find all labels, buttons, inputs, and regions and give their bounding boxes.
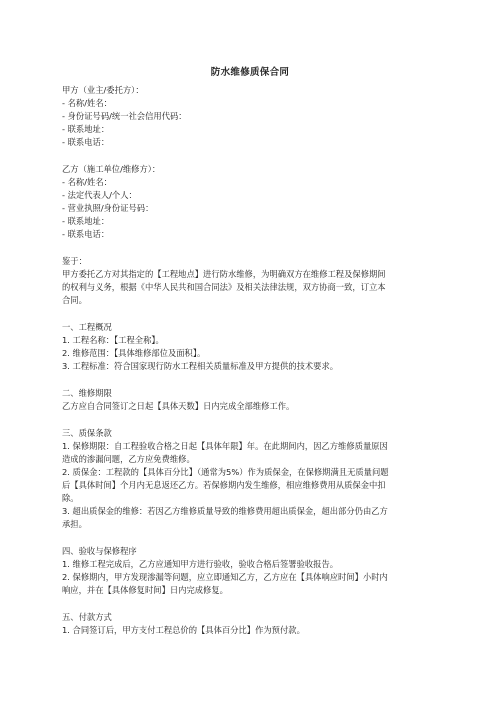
party-b-field-address: - 联系地址：: [62, 216, 110, 226]
clause-line: 1. 保修期限：自工程验收合格之日起【具体年限】年。在此期间内，因乙方维修质量原因: [62, 441, 388, 451]
clause-line: 2. 维修范围：【具体维修部位及面积】。: [62, 348, 206, 358]
preamble-line: 的权利与义务，根据《中华人民共和国合同法》及相关法律法规，双方协商一致，订立本: [62, 282, 386, 292]
party-b-field-name: - 名称/姓名：: [62, 177, 112, 187]
party-b-heading: 乙方（施工单位/维修方）：: [62, 164, 161, 174]
clause-line: 2. 质保金：工程款的【具体百分比】（通常为5%）作为质保金，在保修期满且无质量问题: [62, 467, 389, 477]
party-a-field-id: - 身份证号码/统一社会信用代码：: [62, 111, 187, 121]
preamble-heading: 鉴于：: [62, 256, 87, 266]
party-b-field-representative: - 法定代表人/个人：: [62, 190, 137, 200]
clause-line: 3. 工程标准：符合国家现行防水工程相关质量标准及甲方提供的技术要求。: [62, 361, 339, 371]
clause-line: 1. 工程名称：【工程全称】。: [62, 335, 164, 345]
section-heading: 一、工程概况: [62, 322, 112, 332]
clause-line: 响应，并在【具体修复时间】日内完成修复。: [62, 585, 228, 595]
clause-line: 2. 保修期内，甲方发现渗漏等问题，应立即通知乙方，乙方应在【具体响应时间】小时内: [62, 572, 388, 582]
preamble-line: 甲方委托乙方对其指定的【工程地点】进行防水维修，为明确双方在维修工程及保修期间: [62, 269, 386, 279]
section-heading: 四、验收与保修程序: [62, 546, 137, 556]
clause-line: 1. 合同签订后，甲方支付工程总价的【具体百分比】作为预付款。: [62, 625, 305, 635]
clause-line: 乙方应自合同签订之日起【具体天数】日内完成全部维修工作。: [62, 401, 295, 411]
party-a-field-name: - 名称/姓名：: [62, 98, 112, 108]
party-a-field-address: - 联系地址：: [62, 124, 110, 134]
clause-line: 3. 超出质保金的维修：若因乙方维修质量导致的维修费用超出质保金，超出部分仍由乙方: [62, 506, 388, 516]
party-b-field-license: - 营业执照/身份证号码：: [62, 203, 154, 213]
section-heading: 三、质保条款: [62, 428, 112, 438]
section-heading: 五、付款方式: [62, 612, 112, 622]
party-a-field-phone: - 联系电话：: [62, 137, 110, 147]
section-heading: 二、维修期限: [62, 388, 112, 398]
clause-line: 承担。: [62, 519, 87, 529]
preamble-line: 合同。: [62, 295, 87, 305]
clause-line: 造成的渗漏问题，乙方应免费维修。: [62, 454, 195, 464]
clause-line: 除。: [62, 493, 79, 503]
document-title: 防水维修质保合同: [210, 67, 290, 78]
clause-line: 1. 维修工程完成后，乙方应通知甲方进行验收，验收合格后签署验收报告。: [62, 559, 339, 569]
party-b-field-phone: - 联系电话：: [62, 229, 110, 239]
party-a-heading: 甲方（业主/委托方）：: [62, 85, 144, 95]
clause-line: 后【具体时间】个月内无息返还乙方。若保修期内发生维修，相应维修费用从质保金中扣: [62, 480, 386, 490]
